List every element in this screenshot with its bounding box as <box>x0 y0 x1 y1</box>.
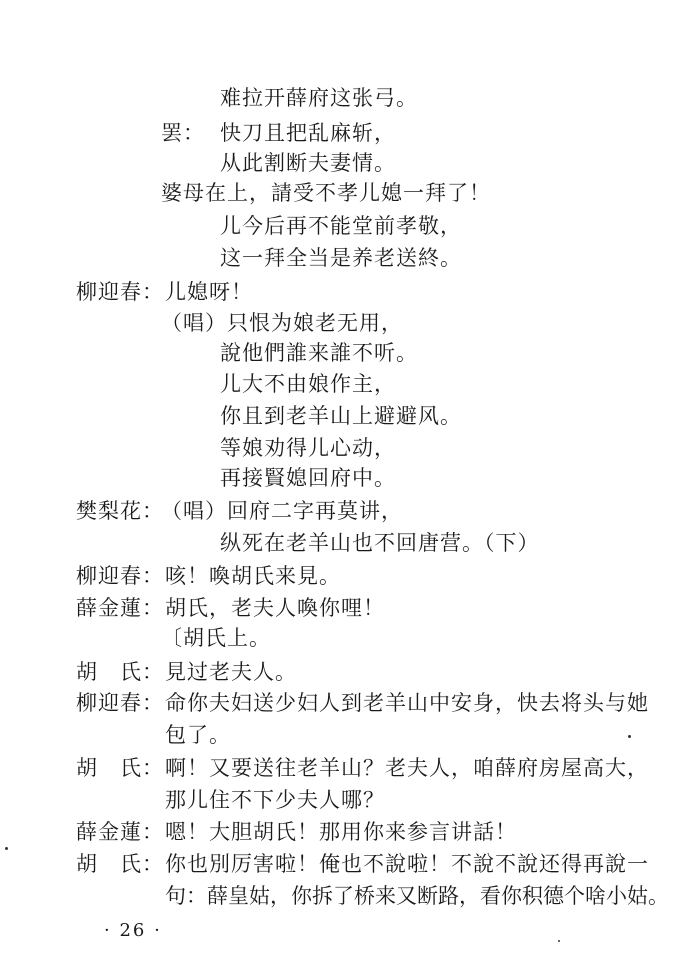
speaker-label: 樊梨花： <box>76 499 164 523</box>
speaker-label: 柳迎春： <box>76 691 164 715</box>
text-line: 那儿住不下少夫人哪？ <box>165 788 385 812</box>
text-line: 句：薛皇姑，你拆了桥来又断路，看你积德个啥小姑。 <box>165 884 669 908</box>
text-line: 等娘劝得儿心动， <box>220 436 396 460</box>
text-line: 你也別厉害啦！俺也不說啦！不說不說还得再說一 <box>165 852 649 876</box>
text-line: 你且到老羊山上避避风。 <box>220 404 462 428</box>
speaker-label: 柳迎春： <box>76 280 164 304</box>
scan-speck <box>558 940 560 942</box>
page-number: · 26 · <box>104 920 162 941</box>
text-line: 包了。 <box>165 723 231 747</box>
text-line: 儿媳呀！ <box>165 280 253 304</box>
speaker-label: 薛金蓮： <box>76 596 164 620</box>
text-line: 咳！喚胡氏来見。 <box>165 564 341 588</box>
text-line: 儿大不由娘作主， <box>220 372 396 396</box>
text-line: （唱）只恨为娘老无用， <box>161 311 403 335</box>
text-line: 胡氏，老夫人喚你哩！ <box>165 596 385 620</box>
text-line: 說他們誰来誰不听。 <box>220 341 418 365</box>
text-line: 难拉开薛府这张弓。 <box>220 86 418 110</box>
scan-speck <box>628 735 631 738</box>
text-line: 嗯！大胆胡氏！那用你来参言讲話！ <box>165 820 517 844</box>
speaker-label: 胡 氏： <box>76 756 164 780</box>
text-line: 从此割断夫妻情。 <box>220 151 396 175</box>
text-line: 見过老夫人。 <box>165 660 297 684</box>
text-line: 命你夫妇送少妇人到老羊山中安身，快去将头与她 <box>165 691 649 715</box>
speaker-label: 胡 氏： <box>76 660 164 684</box>
speaker-label: 罢： <box>161 121 205 145</box>
speaker-label: 胡 氏： <box>76 852 164 876</box>
text-line: 纵死在老羊山也不回唐营。（下） <box>220 531 540 555</box>
text-line: 这一拜全当是养老送終。 <box>220 246 462 270</box>
text-line: 再接賢媳回府中。 <box>220 466 396 490</box>
scan-speck <box>5 847 8 850</box>
text-line: 快刀且把乱麻斩， <box>220 121 396 145</box>
text-line: 啊！又要送往老羊山？老夫人，咱薛府房屋高大， <box>165 756 649 780</box>
text-line: 儿今后再不能堂前孝敬， <box>220 214 462 238</box>
speaker-label: 柳迎春： <box>76 564 164 588</box>
speaker-label: 薛金蓮： <box>76 820 164 844</box>
text-line: （唱）回府二字再莫讲， <box>161 499 403 523</box>
stage-direction: 〔胡氏上。 <box>161 626 271 650</box>
text-line: 婆母在上，請受不孝儿媳一拜了！ <box>161 181 491 205</box>
